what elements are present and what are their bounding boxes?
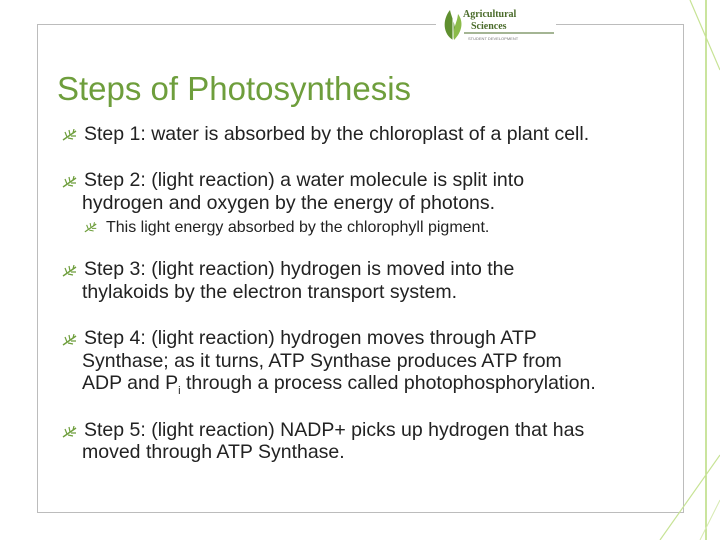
wheat-sprig-icon bbox=[62, 265, 78, 277]
bullet-step-5-continued: moved through ATP Synthase. bbox=[82, 441, 345, 463]
bullet-step-5 bbox=[84, 419, 584, 442]
adp-text: ADP and P bbox=[82, 372, 179, 394]
step-text: (light reaction) NADP+ picks up hydrogen that has bbox=[145, 419, 585, 441]
subscript-i: i bbox=[178, 384, 181, 397]
step-label: Step 2: bbox=[84, 169, 146, 191]
step-text: : (light reaction) hydrogen is moved into the bbox=[140, 258, 515, 280]
step-label: Step 3 bbox=[84, 258, 141, 280]
logo-text-line1: Agricultural bbox=[463, 9, 517, 20]
bullet-step-2-continued: hydrogen and oxygen by the energy of photons. bbox=[82, 192, 496, 214]
sub-bullet-chlorophyll: This light energy absorbed by the chlorophyll pigment. bbox=[106, 219, 490, 236]
bullet-step-1 bbox=[84, 123, 589, 146]
photophosphorylation-text: through a process called photophosphorylation. bbox=[180, 372, 596, 394]
bullet-step-3 bbox=[84, 258, 514, 281]
step-text: (light reaction) a water molecule is split into bbox=[145, 169, 525, 191]
step-label: Step 5: bbox=[84, 419, 146, 441]
wheat-sprig-icon bbox=[62, 334, 78, 346]
bullet-step-3-continued: thylakoids by the electron transport system. bbox=[82, 281, 458, 303]
wheat-sprig-icon bbox=[62, 129, 78, 141]
bullet-step-4-continued-2 bbox=[82, 372, 596, 403]
bullet-step-4 bbox=[84, 327, 537, 350]
step-label: Step 4 bbox=[84, 327, 141, 349]
wheat-sprig-icon bbox=[62, 426, 78, 438]
step-text: water is absorbed by the chloroplast of a plant cell. bbox=[145, 123, 590, 145]
step-text: : (light reaction) hydrogen moves through ATP bbox=[140, 327, 537, 349]
logo-text-line2: Sciences bbox=[471, 21, 507, 32]
logo-subtext: STUDENT DEVELOPMENT bbox=[468, 36, 519, 41]
step-label: Step 1: bbox=[84, 123, 146, 145]
wheat-sprig-icon bbox=[84, 222, 98, 233]
bullet-step-4-continued: Synthase; as it turns, ATP Synthase produces ATP from bbox=[82, 350, 562, 372]
bullet-step-2 bbox=[84, 169, 524, 192]
wheat-sprig-icon bbox=[62, 176, 78, 188]
slide-title: Steps of Photosynthesis bbox=[57, 70, 412, 107]
